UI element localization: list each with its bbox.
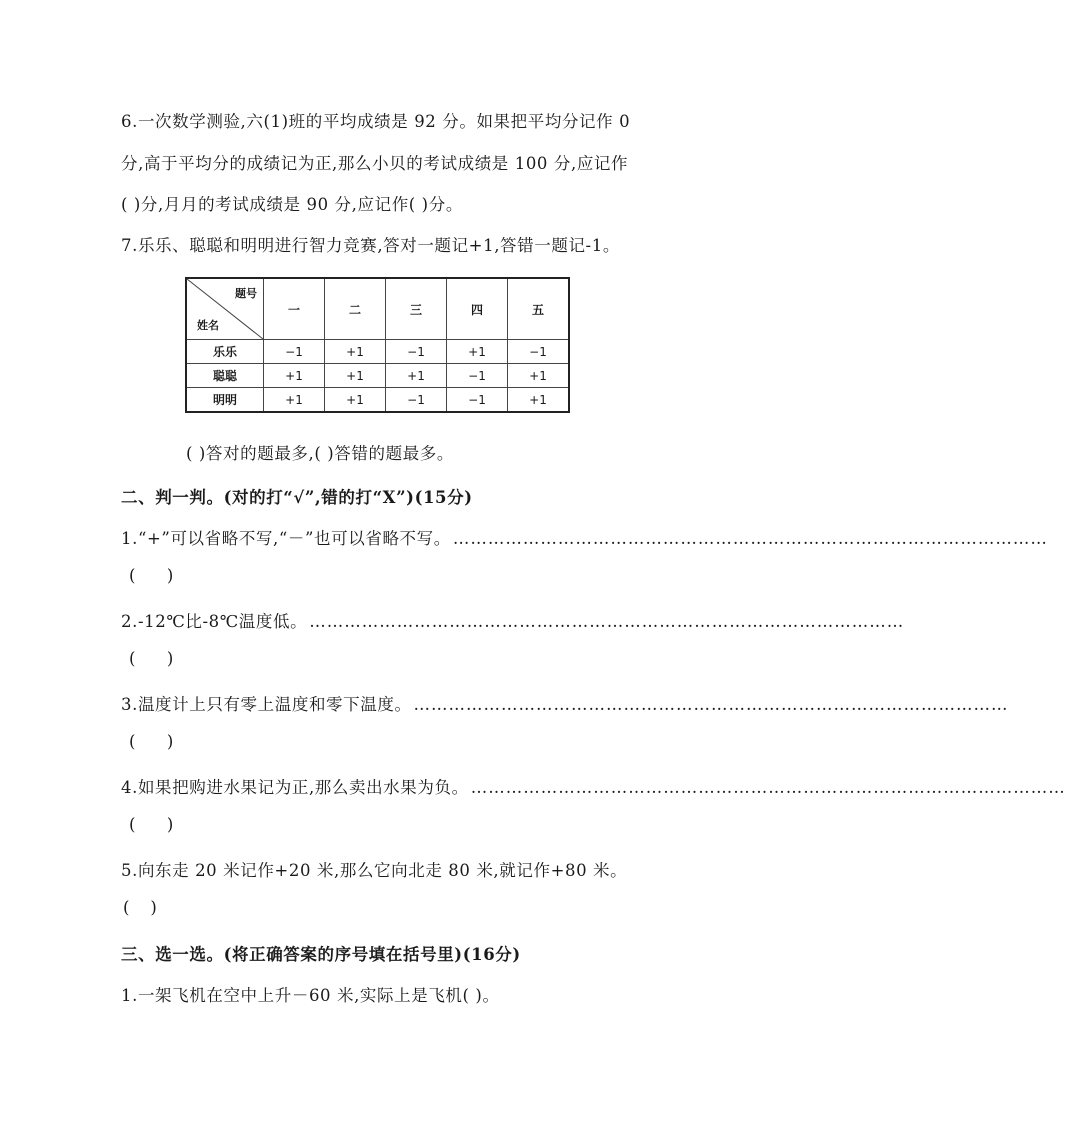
score-table — [185, 277, 570, 413]
leader-dots: ………………………………………………………………………………………… — [413, 695, 1009, 714]
column-header: 五 — [508, 278, 570, 340]
column-header: 四 — [447, 278, 508, 340]
q6-line-2: 分,高于平均分的成绩记为正,那么小贝的考试成绩是 100 分,应记作 — [121, 154, 629, 173]
answer-blank[interactable]: ( ) — [123, 898, 157, 917]
answer-blank[interactable]: ( ) — [129, 649, 174, 668]
table-row — [186, 340, 569, 364]
table-cell: −1 — [386, 340, 447, 364]
judge-item-1 — [121, 525, 1048, 549]
leader-dots: ………………………………………………………………………………………… — [452, 529, 1048, 548]
table-header-row — [186, 278, 569, 340]
q7-intro: 7.乐乐、聪聪和明明进行智力竞赛,答对一题记+1,答错一题记-1。 — [121, 236, 620, 255]
section-3-title: 三、选一选。(将正确答案的序号填在括号里)(16分) — [121, 945, 521, 964]
row-name: 明明 — [186, 388, 264, 413]
judge-item-text: 2.-12℃比-8℃温度低。 — [121, 612, 308, 631]
corner-label-name: 姓名 — [197, 319, 219, 332]
table-cell: +1 — [508, 364, 570, 388]
section-2-title: 二、判一判。(对的打“√”,错的打“X”)(15分) — [121, 488, 473, 507]
judge-item-2 — [121, 608, 905, 632]
table-cell: −1 — [447, 364, 508, 388]
corner-label-question-number: 题号 — [235, 287, 257, 300]
table-cell: −1 — [508, 340, 570, 364]
leader-dots: ………………………………………………………………………………………… — [470, 778, 1066, 797]
q7-answer-line: ( )答对的题最多,( )答错的题最多。 — [186, 444, 454, 463]
judge-item-text: 3.温度计上只有零上温度和零下温度。 — [121, 695, 412, 714]
row-name: 乐乐 — [186, 340, 264, 364]
table-cell: +1 — [447, 340, 508, 364]
table-cell: −1 — [264, 340, 325, 364]
answer-blank[interactable]: ( ) — [129, 815, 174, 834]
judge-item-5: 5.向东走 20 米记作+20 米,那么它向北走 80 米,就记作+80 米。 — [121, 861, 628, 880]
table-cell: +1 — [325, 388, 386, 413]
table-cell: +1 — [264, 364, 325, 388]
table-cell: +1 — [508, 388, 570, 413]
column-header: 二 — [325, 278, 386, 340]
row-name: 聪聪 — [186, 364, 264, 388]
answer-blank[interactable]: ( ) — [129, 732, 174, 751]
table-cell: −1 — [386, 388, 447, 413]
judge-item-4 — [121, 774, 1066, 798]
table-cell: +1 — [325, 364, 386, 388]
table-corner-cell — [186, 278, 264, 340]
q6-line-1: 6.一次数学测验,六(1)班的平均成绩是 92 分。如果把平均分记作 0 — [121, 112, 631, 131]
answer-blank[interactable]: ( ) — [129, 566, 174, 585]
column-header: 三 — [386, 278, 447, 340]
q6-line-3: ( )分,月月的考试成绩是 90 分,应记作( )分。 — [121, 195, 463, 214]
leader-dots: ………………………………………………………………………………………… — [309, 612, 905, 631]
judge-item-3 — [121, 691, 1009, 715]
table-cell: −1 — [447, 388, 508, 413]
judge-item-text: 4.如果把购进水果记为正,那么卖出水果为负。 — [121, 778, 469, 797]
table-row — [186, 364, 569, 388]
choice-question-1: 1.一架飞机在空中上升－60 米,实际上是飞机( )。 — [121, 986, 500, 1005]
judge-item-text: 1.“+”可以省略不写,“－”也可以省略不写。 — [121, 529, 451, 548]
table-cell: +1 — [386, 364, 447, 388]
table-cell: +1 — [264, 388, 325, 413]
table-row — [186, 388, 569, 413]
table-cell: +1 — [325, 340, 386, 364]
column-header: 一 — [264, 278, 325, 340]
